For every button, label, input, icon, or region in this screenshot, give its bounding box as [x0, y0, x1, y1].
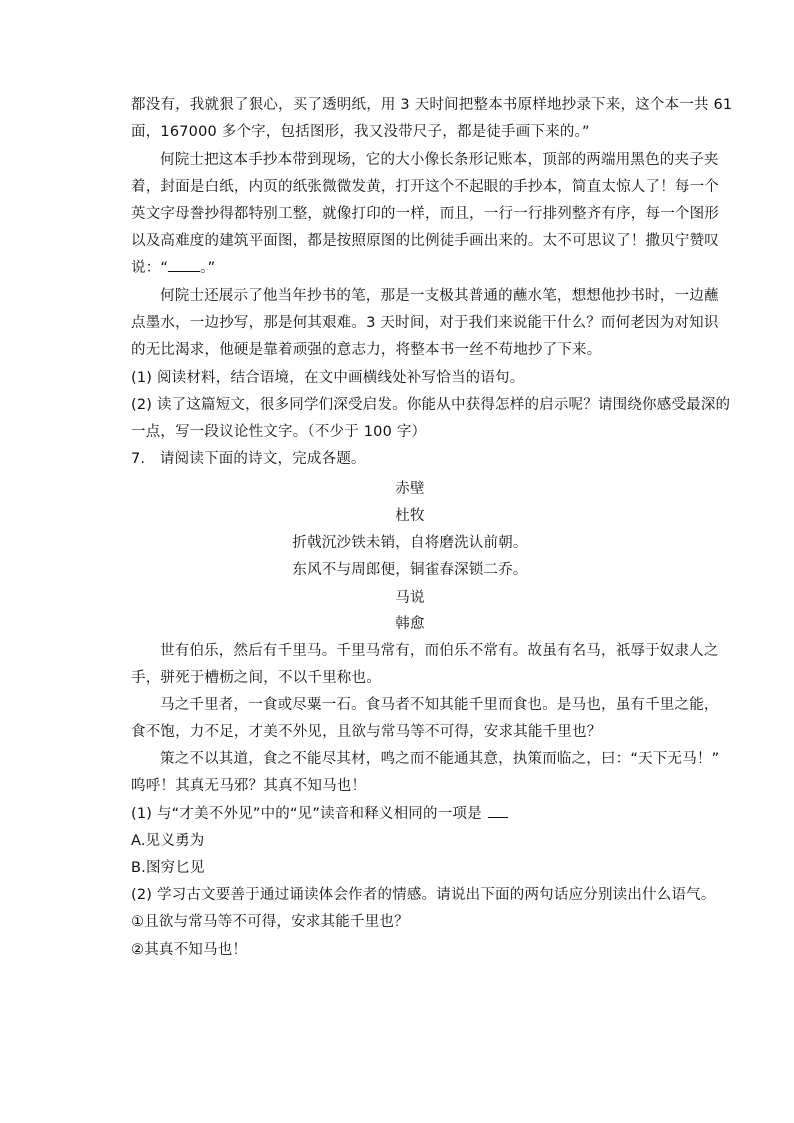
passage-line-2: 面，167000 多个字，包括图形，我又没带尺子，都是徒手画下来的。” — [131, 124, 590, 140]
sentence-1: ①且欲与常马等不可得，安求其能千里也？ — [131, 914, 409, 930]
passage-line-7 — [131, 258, 691, 278]
poem-author: 杜牧 — [395, 508, 425, 524]
option-b[interactable]: B.图穷匕见 — [131, 860, 205, 876]
prose-line-2: 手，骈死于槽枥之间，不以千里称也。 — [131, 670, 381, 686]
quote-lead: 说：“ — [131, 260, 169, 276]
passage-line-6: 以及高难度的建筑平面图，都是按照原图的比例徒手画出来的。太不可思议了！撒贝宁赞叹 — [131, 233, 719, 249]
passage-line-5: 英文字母誊抄得都特别工整，就像打印的一样，而且，一行一行排列整齐有序，每一个图形 — [131, 206, 719, 222]
passage-line-10: 的无比渴求，他硬是靠着顽强的意志力，将整本书一丝不苟地抄了下来。 — [131, 342, 602, 358]
quote-tail: 。” — [200, 260, 216, 276]
prose-line-1: 世有伯乐，然后有千里马。千里马常有，而伯乐不常有。故虽有名马，祇辱于奴隶人之 — [160, 643, 719, 659]
poem-line-2: 东风不与周郎便，铜雀春深锁二乔。 — [292, 562, 528, 578]
fill-in-blank[interactable] — [168, 258, 200, 272]
sentence-2: ②其真不知马也！ — [131, 942, 248, 958]
prose-line-5: 策之不以其道，食之不能尽其材，鸣之而不能通其意，执策而临之，曰：“天下无马！” — [160, 751, 720, 767]
question-7-1-text: (1) 与“才美不外见”中的“见”读音和释义相同的一项是 — [131, 806, 482, 822]
question-6-2-cont: 一点，写一段议论性文字。（不少于 100 字） — [131, 424, 427, 440]
poem-line-1: 折戟沉沙铁未销，自将磨洗认前朝。 — [292, 535, 528, 551]
answer-blank[interactable] — [488, 804, 508, 818]
prose-line-4: 食不饱，力不足，才美不外见，且欲与常马等不可得，安求其能千里也？ — [131, 724, 602, 740]
passage-line-8: 何院士还展示了他当年抄书的笔，那是一支极其普通的蘸水笔，想想他抄书时，一边蘸 — [160, 288, 719, 304]
question-7-2: (2) 学习古文要善于通过诵读体会作者的情感。请说出下面的两句话应分别读出什么语气。 — [131, 887, 716, 903]
passage-line-1: 都没有，我就狠了狠心，买了透明纸，用 3 天时间把整本书原样地抄录下来，这个本一共 61 — [131, 97, 733, 113]
passage-line-3: 何院士把这本手抄本带到现场，它的大小像长条形记账本，顶部的两端用黑色的夹子夹 — [160, 152, 719, 168]
question-7-heading: 7. 请阅读下面的诗文，完成各题。 — [131, 451, 366, 467]
question-6-1: (1) 阅读材料，结合语境，在文中画横线处补写恰当的语句。 — [131, 370, 525, 386]
prose-title: 马说 — [395, 590, 425, 606]
prose-author: 韩愈 — [395, 616, 425, 632]
poem-title: 赤壁 — [395, 481, 425, 497]
passage-line-9: 点墨水，一边抄写，那是何其艰难。3 天时间，对于我们来说能干什么？而何老因为对知识 — [131, 315, 719, 331]
question-6-2: (2) 读了这篇短文，很多同学们深受启发。你能从中获得怎样的启示呢？请围绕你感受最深的 — [131, 397, 731, 413]
prose-line-3: 马之千里者，一食或尽粟一石。食马者不知其能千里而食也。是马也，虽有千里之能， — [160, 697, 719, 713]
passage-line-4: 着，封面是白纸，内页的纸张微微发黄，打开这个不起眼的手抄本，简直太惊人了！每一个 — [131, 179, 719, 195]
prose-line-6: 呜呼！其真无马邪？其真不知马也！ — [131, 778, 367, 794]
question-7-1 — [131, 804, 691, 824]
option-a[interactable]: A.见义勇为 — [131, 833, 205, 849]
